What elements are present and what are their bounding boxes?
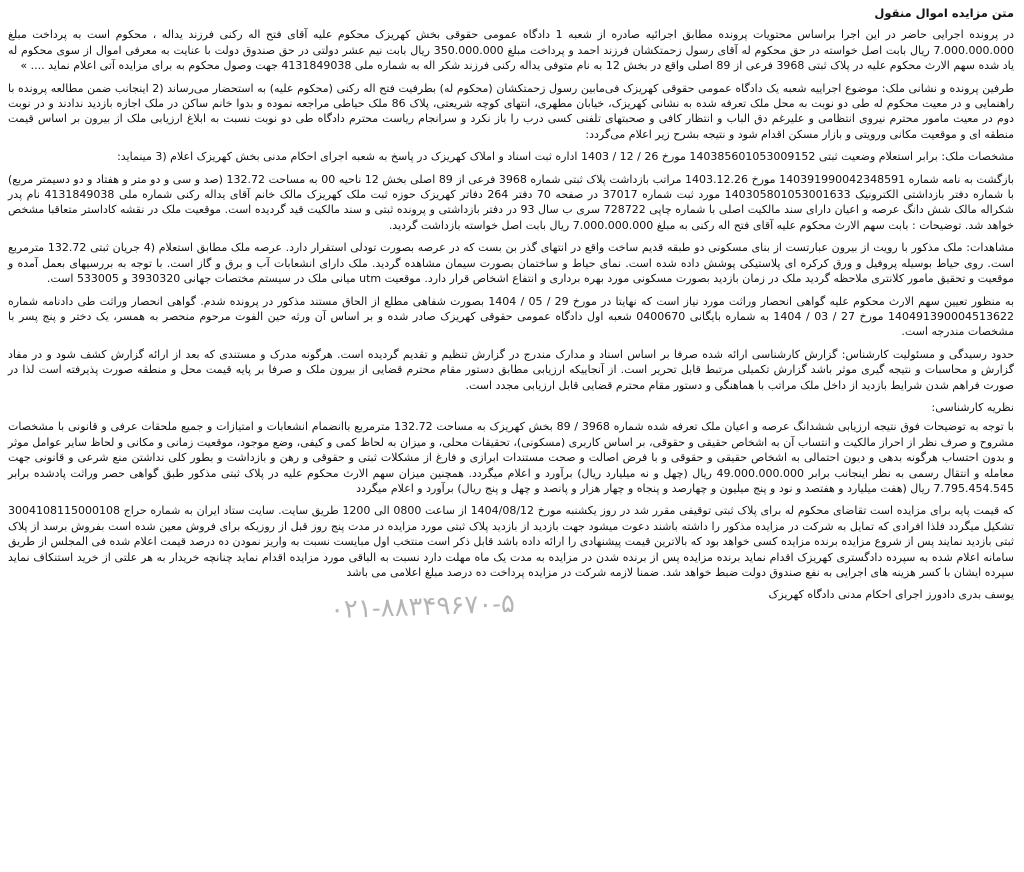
paragraph-registry-reply: بازگشت به نامه شماره 140391990042348591 مورخ 1403.12.26 مراتب بازداشت پلاک ثبتی شماره 3968 فرعی از 89 اصلی بخش 12 ناحیه 00 به مساحت 132.72 (صد و سی و دو متر و هفتاد و دو دسیمتر مربع) با شماره دفتر بازداشتی الکترونیک 140305801053001633 مورد ثبت شماره 37017 در صفحه 70 دفتر 264 دفاتر کهریزک حوزه ثبت ملک کهریزک مالک خانم آقای یداله رکنی شماره ملی 4131849038 نام پدر شکراله مالک شش دانگ عرصه و اعیان دارای سند مالکیت اصلی با شماره چاپی 728722 سری ب سال 93 در دفتر بازداشتی و پرونده ثبتی و سند مالکیت قید گردیده است. موقعیت ملک در نقشه کاداستر متعاقبا مشخص خواهد شد. توضیحات : بابت سهم الارث محکوم علیه آقای فتح اله رکنی به مبلغ 7.000.000.000 ریال بابت اصل خواسته بازداشت گردید. xyxy=(8,172,1014,232)
paragraph-parties-address: طرفین پرونده و نشانی ملک: موضوع اجراییه شعبه یک دادگاه عمومی حقوقی کهریزک فی‌مابین رسول زحمتکشان (محکوم له) بطرفیت فتح اله رکنی (محکوم علیه) به استحضار می‌رساند (2 اینجانب ضمن مطالعه پرونده با راهنمایی و در معیت محکوم له طی دو نوبت به محل ملک تعرفه شده به نشانی کهریزک، خیابان مطهری، انتهای کوچه شریعتی، پلاک 86 ملک حیاطی مراجعه نموده و بدوا خانم ساکن در ملک اجازه بازدید ندادند و در نوبت دوم در معیت مامور محترم نیروی انتظامی و علیرغم دق الباب و انتظار کافی و صحبتهای تلفنی کسی درب را باز نکرد و سرانجام ریاست محترم دادگاه طی دو نوبت نسبت به ابلاغ ارزیابی ملک از بیرون بر اساس قیمت منطقه ای و موقعیت مکانی ورویتی و بازار مسکن اقدام شود و نتیجه بشرح زیر اعلام می‌گردد: xyxy=(8,81,1014,141)
paragraph-expert-opinion: با توجه به توضیحات فوق نتیجه ارزیابی ششدانگ عرصه و اعیان ملک تعرفه شده شماره 3968 / 89 بخش کهریزک به مساحت 132.72 مترمربع باانضمام انشعابات و امتیازات و جمیع ملحقات عرفی و قانونی با مشخصات مشروح و صرف نظر از احراز مالکیت و انتساب آن به اشخاص حقیقی و حقوقی، بر اساس کاربری (مسکونی)، تحقیقات محلی، و میزان به لحاظ کمی و کیفی، وضع موجود، موقعیت زمانی و مکانی و لحاظ سایر عوامل موثر و بدون احتساب هرگونه بدهی و دیون احتمالی به اشخاص حقیقی و حقوقی و با فرض اصالت و صحت مستندات ابرازی و فارغ از مشکلات ثبتی و حقوقی و رهن و بازداشت و بطور کلی نداشتن منع شرعی و قانونی جهت معامله و انتقال رسمی به نظر اینجانب برابر 49.000.000.000 ریال (چهل و نه میلیارد ریال) برآورد و اعلام میگردد. همچنین میزان سهم الارث محکوم علیه در پلاک ثبتی مذکور طبق گواهی حصر وراثت پادشده برابر 7.795.454.545 ریال (هفت میلیارد و هفتصد و نود و پنج میلیون و چهارصد و پنجاه و چهار هزار و پانصد و چهل و پنج ریال) برآورد و اعلام میگردد xyxy=(8,420,1014,495)
auction-notice xyxy=(8,6,1014,603)
signature-line: یوسف بدری دادورز اجرای احکام مدنی دادگاه کهریزک xyxy=(768,588,1014,602)
phone-watermark: ۰۲۱-۸۸۳۴۹۶۷۰-۵ xyxy=(329,587,516,625)
paragraph-expert-scope: حدود رسیدگی و مسئولیت کارشناس: گزارش کارشناسی ارائه شده صرفا بر اساس اسناد و مدارک مندرج در گزارش تنظیم و تقدیم گردیده است. هرگونه مدرک و مستندی که بعد از ارائه گزارش کشف شود و در مفاد گزارش و محاسبات و نتیجه گیری موثر باشد گزارش تکمیلی مرتبط قابل تحریر است. از آنجاییکه ارزیابی مطابق دستور مقام محترم قضایی از بیرون ملک و صرفا بر پایه قیمت محل و منطقه صورت پذیرفته است لذا در صورت فراهم شدن شرایط بازدید از داخل ملک مراتب با هماهنگی و دستور مقام محترم قضایی قابل ارزیابی مجدد است. xyxy=(8,347,1014,392)
paragraph-auction-terms: که قیمت پایه برای مزایده است تقاضای محکوم له برای پلاک ثبتی توقیفی مقرر شد در روز یکشنبه مورخ 1404/08/12 از ساعت 0800 الی 1200 طریق سایت. سایت ستاد ایران به شماره حراج 3004108115000108 تشکیل میگردد فلذا افرادی که تمایل به شرکت در مزایده مذکور را داشته باشند دعوت میشود جهت بازدید از بازدید پلاک ثبتی مورد مزایده در مدت پنج روز قبل از روزیکه برای فروش معین شده است بفروش برسد از پلاک ثبتی بازدید نمایند پس از شروع مزایده برنده مزایده کسی خواهد بود که بالاترین قیمت پیشنهادی را ارائه داده باشد قابل ذکر است منتخب اول مبایست نسبت به واریز نمودن ده درصد قیمت اعلام شده فی المجلس از طریق سامانه اعلام شده به سپرده دادگستری کهریزک اقدام نماید برنده مزایده پس از برنده شدن در مزایده به مدت یک ماه مهلت دارد نسبت به الباقی مورد مزایده اقدام نماید چنانچه خریدار به هر علتی از خرید استنکاف نماید سپرده ایشان با کسر هزینه های اجرایی به نفع صندوق دولت ضبط خواهد شد. ضمنا لازمه شرکت در مزایده پرداخت ده درصد مبلغ اعلامی می باشد xyxy=(8,504,1015,579)
document-title: متن مزایده اموال منقول xyxy=(874,6,1014,20)
paragraph-property-specs: مشخصات ملک: برابر استعلام وضعیت ثبتی 140385601053009152 مورخ 26 / 12 / 1403 اداره ثبت اسناد و املاک کهریزک در پاسخ به شعبه اجرای احکام مدنی بخش کهریزک اعلام (3 مینماید: xyxy=(117,150,1014,164)
paragraph-observations: مشاهدات: ملک مذکور با رویت از بیرون عبارتست از بنای مسکونی دو طبقه قدیم ساخت واقع در انتهای گذر بن بست که در عرصه بصورت تودلی استقرار دارد. عرصه ملک مطابق استعلام (4 جریان ثبتی 132.72 مترمربع است. روی حیاط بوسیله پروفیل و ورق کرکره ای پلاستیکی پوشش داده شده است. نمای حیاط و ساختمان بصورت سیمان مشاهده گردید. ملک دارای انشعابات آب و برق و گاز است. با توجه به بررسیهای بعمل آمده و موقعیت و تحقیق مامور کلانتری ملاحظه گردید ملک در زمان بازدید بصورت مسکونی مورد بهره برداری و انتفاع اشخاص قرار دارد. موقعیت utm میانی ملک در سیستم مختصات جهانی 3930320 و 533005 است. xyxy=(8,241,1015,286)
paragraph-inheritance: به منظور تعیین سهم الارث محکوم علیه گواهی انحصار وراثت مورد نیاز است که نهایتا در مورخ 29 / 05 / 1404 بصورت شفاهی مطلع از الحاق مستند مذکور در پرونده شدم. گواهی انحصار وراثت طی دادنامه شماره 140491390004513622 مورخ 27 / 03 / 1404 به شماره بایگانی 0400670 شعبه اول دادگاه عمومی حقوقی کهریزک صادر شده و بر اساس آن ورثه حین الفوت مرحوم منحصر به همسر، یک دختر و پنج پسر با مشخصات مندرجه است. xyxy=(8,294,1015,339)
paragraph-case-intro: در پرونده اجرایی حاضر در این اجرا براساس محتویات پرونده مطابق اجرائیه صادره از شعبه 1 دادگاه عمومی حقوقی بخش کهریزک محکوم علیه آقای فتح اله رکنی فرزند یداله ، محکوم است به پرداخت مبلغ 7.000.000.000 ریال بابت اصل خواسته در حق محکوم له آقای رسول زحمتکشان فرزند احمد و پرداخت مبلغ 350.000.000 ریال بابت نیم عشر دولتی در حق صندوق دولت با عنایت به معرفی اموال از سوی محکوم له یاد شده سهم الارث محکوم علیه در پلاک ثبتی 3968 فرعی از 89 اصلی واقع در بخش 12 به نام متوفی یداله رکنی فرزند شکر اله به شماره ملی 4131849038 جهت وصول محکوم به برای مزایده آتی اعلام نماید .... » xyxy=(8,28,1014,73)
opinion-heading: نظریه کارشناسی: xyxy=(931,400,1014,414)
